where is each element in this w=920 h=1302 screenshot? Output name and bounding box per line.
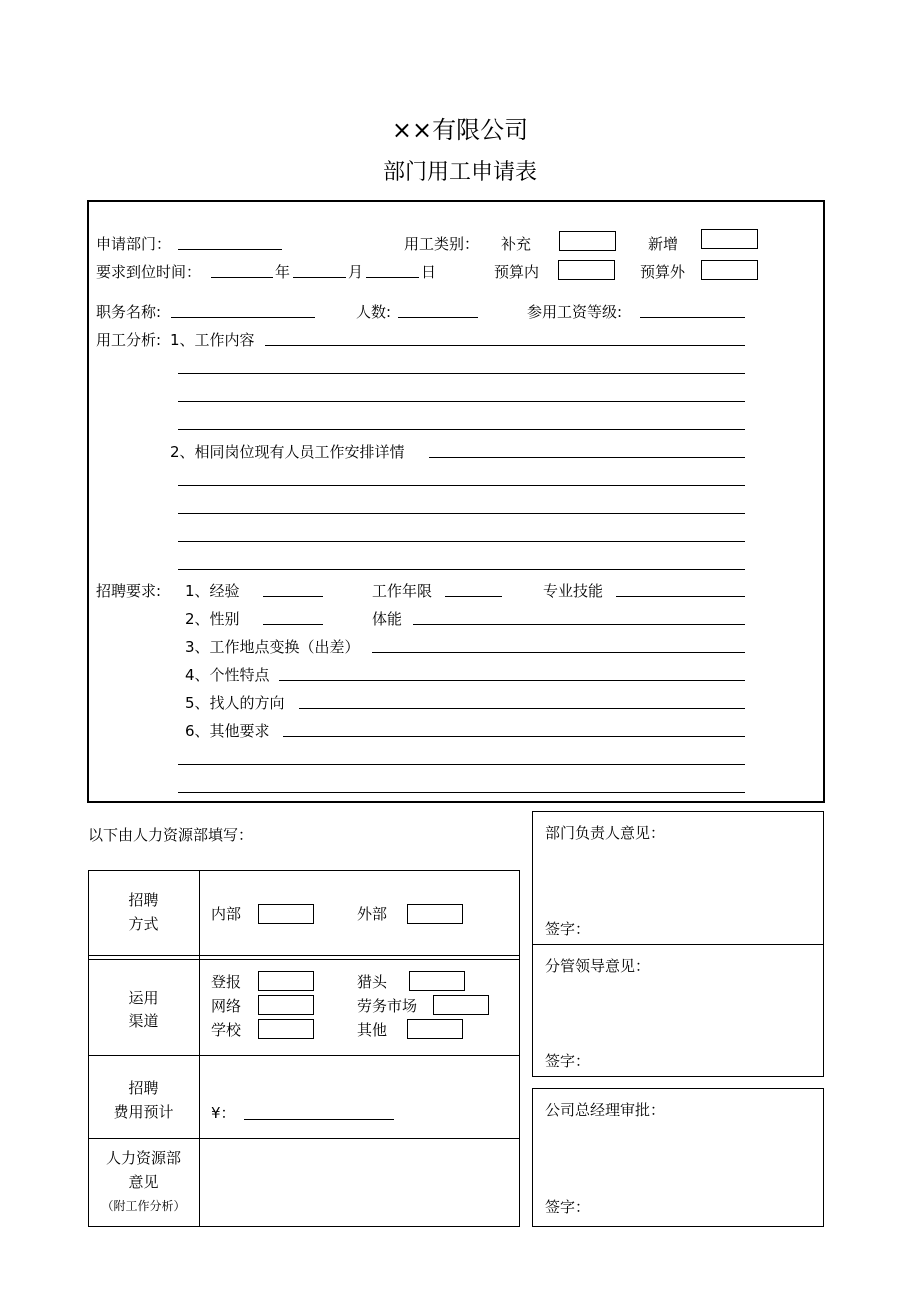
- cost-label: 费用预计: [113, 1103, 174, 1121]
- headcount-field[interactable]: [398, 317, 478, 318]
- arrival-label: 要求到位时间：: [96, 263, 202, 281]
- category-label: 用工类别：: [404, 235, 480, 253]
- dept-head-sign-label: 签字：: [545, 920, 591, 938]
- other-channel-label: 其他: [357, 1021, 388, 1039]
- hr-table-border: [88, 1055, 520, 1056]
- labor-market-label: 劳务市场: [357, 997, 418, 1015]
- external-checkbox[interactable]: [407, 904, 463, 924]
- out-budget-checkbox[interactable]: [701, 260, 758, 280]
- analysis-2-line[interactable]: [178, 569, 745, 570]
- arrival-month-field[interactable]: [293, 277, 346, 278]
- direction-field[interactable]: [299, 708, 745, 709]
- arrival-day-field[interactable]: [366, 277, 419, 278]
- cost-field[interactable]: [244, 1119, 394, 1120]
- location-field[interactable]: [372, 652, 745, 653]
- skills-label: 专业技能: [543, 582, 604, 600]
- headhunter-label: 猎头: [357, 973, 388, 991]
- other-requirements-field[interactable]: [283, 736, 745, 737]
- physical-field[interactable]: [413, 624, 745, 625]
- gm-label: 公司总经理审批：: [545, 1101, 666, 1119]
- skills-field[interactable]: [616, 596, 745, 597]
- out-budget-label: 预算外: [640, 263, 686, 281]
- direction-label: 5、找人的方向: [185, 694, 285, 712]
- analysis-1-line[interactable]: [178, 429, 745, 430]
- analysis-1-line[interactable]: [178, 401, 745, 402]
- analysis-2-line[interactable]: [178, 513, 745, 514]
- hr-opinion-label: 意见: [128, 1173, 159, 1191]
- company-name: ××有限公司: [391, 116, 529, 144]
- school-checkbox[interactable]: [258, 1019, 314, 1039]
- other-requirements-line[interactable]: [178, 764, 745, 765]
- method-label: 方式: [128, 915, 159, 933]
- analysis-2-line[interactable]: [178, 485, 745, 486]
- hr-table-border: [519, 870, 520, 1227]
- hr-table-border: [88, 1138, 520, 1139]
- other-requirements-label: 6、其他要求: [185, 722, 270, 740]
- in-budget-label: 预算内: [494, 263, 540, 281]
- analysis-1-line[interactable]: [178, 373, 745, 374]
- hr-opinion-label: 人力资源部: [105, 1149, 181, 1167]
- internal-label: 内部: [211, 905, 242, 923]
- currency-label: ¥：: [211, 1104, 236, 1122]
- in-budget-checkbox[interactable]: [558, 260, 615, 280]
- position-label: 职务名称:: [96, 303, 162, 321]
- personality-field[interactable]: [279, 680, 745, 681]
- approval-divider: [532, 944, 824, 945]
- analysis-2-line[interactable]: [178, 541, 745, 542]
- headcount-label: 人数:: [356, 303, 392, 321]
- school-label: 学校: [211, 1021, 242, 1039]
- hr-table-border: [88, 1226, 520, 1227]
- analysis-2-line[interactable]: [429, 457, 745, 458]
- hr-table-border: [88, 955, 520, 956]
- supplement-label: 补充: [501, 235, 532, 253]
- hr-opinion-label: （附工作分析）: [101, 1199, 186, 1213]
- new-hire-label: 新增: [648, 235, 679, 253]
- physical-label: 体能: [372, 610, 403, 628]
- headhunter-checkbox[interactable]: [409, 971, 465, 991]
- cost-label: 招聘: [128, 1079, 159, 1097]
- network-label: 网络: [211, 997, 242, 1015]
- dept-field[interactable]: [178, 249, 282, 250]
- division-lead-label: 分管领导意见：: [545, 957, 651, 975]
- newspaper-checkbox[interactable]: [258, 971, 314, 991]
- analysis-label: 用工分析:: [96, 331, 162, 349]
- gender-label: 2、性别: [185, 610, 240, 628]
- supplement-checkbox[interactable]: [559, 231, 616, 251]
- experience-field[interactable]: [263, 596, 323, 597]
- hr-table-border: [199, 870, 200, 1227]
- gm-sign-label: 签字：: [545, 1198, 591, 1216]
- years-field[interactable]: [445, 596, 502, 597]
- internal-checkbox[interactable]: [258, 904, 314, 924]
- labor-market-checkbox[interactable]: [433, 995, 489, 1015]
- position-field[interactable]: [171, 317, 315, 318]
- channel-label: 运用: [128, 989, 159, 1007]
- division-lead-sign-label: 签字：: [545, 1052, 591, 1070]
- hr-opinion-field[interactable]: [201, 1140, 517, 1224]
- personality-label: 4、个性特点: [185, 666, 270, 684]
- dept-label: 申请部门：: [96, 235, 172, 253]
- location-label: 3、工作地点变换（出差）: [185, 638, 360, 656]
- analysis-item-2: 2、相同岗位现有人员工作安排详情: [170, 443, 405, 461]
- method-label: 招聘: [128, 891, 159, 909]
- external-label: 外部: [357, 905, 388, 923]
- network-checkbox[interactable]: [258, 995, 314, 1015]
- form-title: 部门用工申请表: [382, 160, 537, 185]
- other-channel-checkbox[interactable]: [407, 1019, 463, 1039]
- other-requirements-line[interactable]: [178, 792, 745, 793]
- experience-label: 1、经验: [185, 582, 240, 600]
- requirements-label: 招聘要求:: [96, 582, 162, 600]
- hr-table-border: [88, 959, 520, 960]
- month-label: 月: [348, 263, 364, 281]
- channel-label: 渠道: [128, 1012, 159, 1030]
- newspaper-label: 登报: [211, 973, 242, 991]
- salary-label: 参用工资等级:: [527, 303, 623, 321]
- years-label: 工作年限: [372, 582, 433, 600]
- new-hire-checkbox[interactable]: [701, 229, 758, 249]
- year-label: 年: [275, 263, 291, 281]
- hr-note: 以下由人力资源部填写：: [88, 826, 254, 844]
- salary-field[interactable]: [640, 317, 745, 318]
- analysis-1-line[interactable]: [265, 345, 745, 346]
- gender-field[interactable]: [263, 624, 323, 625]
- arrival-year-field[interactable]: [211, 277, 273, 278]
- dept-head-label: 部门负责人意见：: [545, 824, 666, 842]
- hr-table-border: [88, 870, 520, 871]
- analysis-item-1: 1、工作内容: [170, 331, 255, 349]
- day-label: 日: [421, 263, 437, 281]
